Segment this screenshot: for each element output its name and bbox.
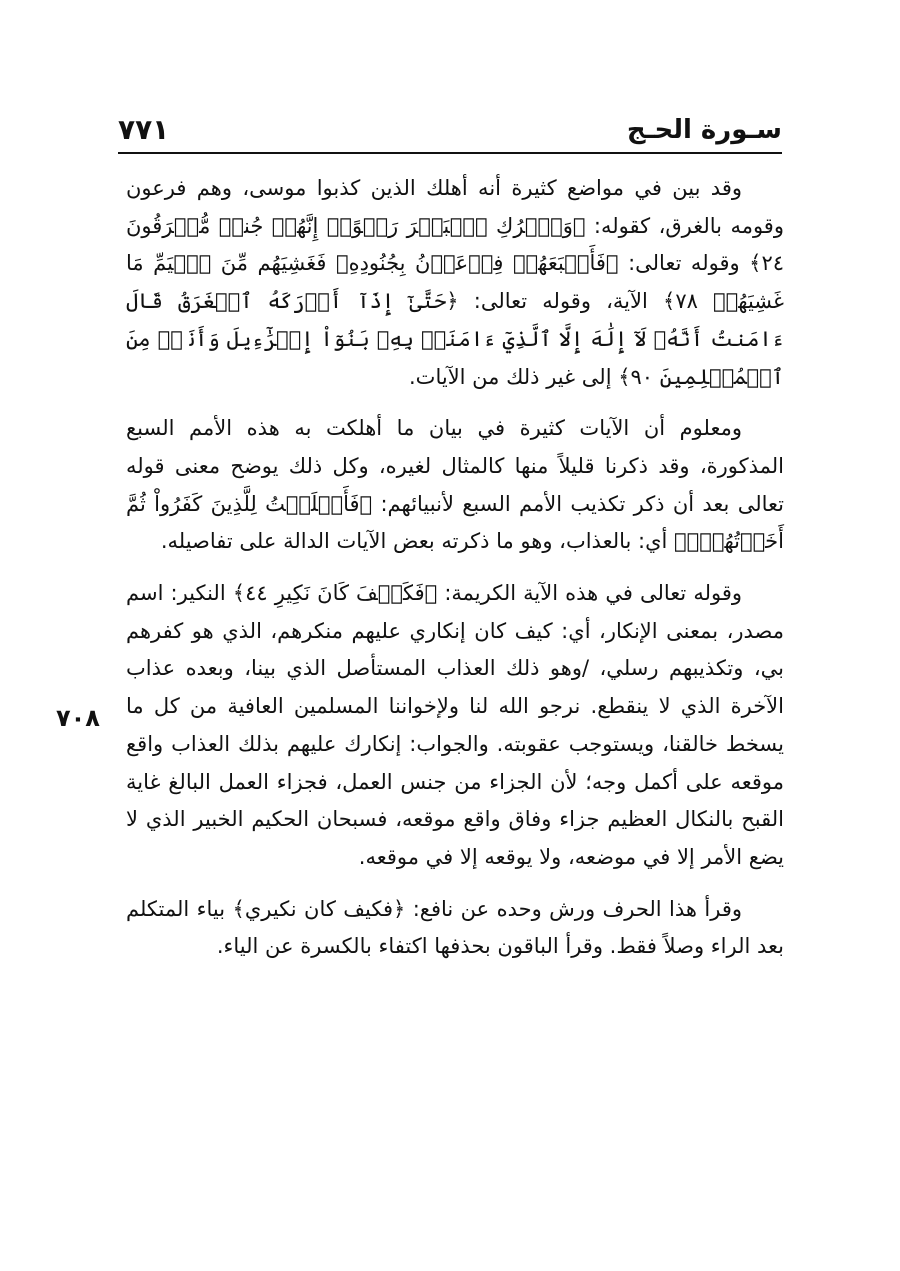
paragraph-text: وقوله تعالى: (618, 251, 750, 276)
paragraph (126, 170, 784, 396)
quran-verse: ﴿فَأَمۡلَيۡتُ لِلَّذِينَ كَفَرُواْ ثُمَّ أَخَذۡتُهُمۡۖ﴾ (126, 491, 784, 554)
header-divider (118, 152, 782, 154)
paragraph (126, 575, 784, 877)
quran-verse: ﴿فَكَيۡفَ كَانَ نَكِيرِ ٤٤﴾ (232, 581, 438, 606)
paragraph (126, 891, 784, 966)
body-text (126, 170, 784, 980)
quran-verse: ﴿فَأَتۡبَعَهُمۡ فِرۡعَوۡنُ بِجُنُودِهِۦ فَغَشِيَهُم مِّنَ ٱلۡيَمِّ مَا غَشِيَهُمۡ ٧٨﴾ (126, 251, 784, 314)
page-number: ٧٧١ (118, 113, 170, 146)
paragraph-text: النكير: اسم مصدر، بمعنى الإنكار، أي: كيف كان إنكاري عليهم منكرهم، الذي هو كفرهم بي، وتكذيبهم رسلي، /وهو ذلك العذاب المستأصل الذي بينا، وبعده عذاب الآخرة الذي لا ينقطع. نرجو الله لنا ولإخواننا المسلمين العافية من كل ما يسخط خالقنا، ويستوجب عقوبته. والجواب: إنكارك عليهم بذلك العذاب واقع موقعه على أكمل وجه؛ لأن الجزاء من جنس العمل، فجزاء العمل البالغ غاية القبح بالنكال العظيم جزاء وفاق واقع موقعه، فسبحان الحكيم الخبير الذي لا يضع الأمر إلا في موضعه، ولا يوقعه إلا في موقعه. (126, 581, 784, 869)
paragraph-text: ومعلوم أن الآيات كثيرة في بيان ما أهلكت به هذه الأمم السبع المذكورة، وقد ذكرنا قليلاً منها كالمثال لغيره، وكل ذلك يوضح معنى قوله تعالى بعد أن ذكر تكذيب الأمم السبع لأنبيائهم: (126, 416, 784, 516)
margin-page-reference: ٧٠٨ (56, 704, 100, 732)
paragraph-text: وقوله تعالى في هذه الآية الكريمة: (437, 581, 743, 606)
quran-verse: ﴿فكيف كان نكيري﴾ (232, 896, 406, 921)
paragraph-text: أي: بالعذاب، وهو ما ذكرته بعض الآيات الدالة على تفاصيله. (160, 529, 675, 554)
page-header (118, 112, 782, 152)
paragraph-text: إلى غير ذلك من الآيات. (409, 364, 619, 389)
quran-verse: ﴿وَٱتۡرُكِ ٱلۡبَحۡرَ رَهۡوًاۖ إِنَّهُمۡ جُندٞ مُّغۡرَقُونَ ٢٤﴾ (126, 213, 785, 276)
paragraph-text: وقد بين في مواضع كثيرة أنه أهلك الذين كذبوا موسى، وهم فرعون وقومه بالغرق، كقوله: (126, 176, 784, 238)
quran-verse: ﴿حَتَّىٰٓ إِذَآ أَدۡرَكَهُ ٱلۡغَرَقُ قَالَ ءَامَنتُ أَنَّهُۥ لَآ إِلَٰهَ إِلَّا ٱلَّذِيٓ ءَامَنَتۡ بِهِۦ بَنُوٓاْ إِسۡرَٰٓءِيلَ وَأَنَا۠ مِنَ ٱلۡمُسۡلِمِينَ ٩٠﴾ (126, 289, 784, 389)
surah-title: سـورة الحـج (626, 115, 782, 145)
paragraph-text: الآية، وقوله تعالى: (458, 289, 664, 314)
paragraph-text: وقرأ هذا الحرف ورش وحده عن نافع: (405, 896, 743, 921)
paragraph-text: بياء المتكلم بعد الراء وصلاً فقط. وقرأ الباقون بحذفها اكتفاء بالكسرة عن الياء. (126, 896, 784, 959)
paragraph (126, 410, 784, 561)
